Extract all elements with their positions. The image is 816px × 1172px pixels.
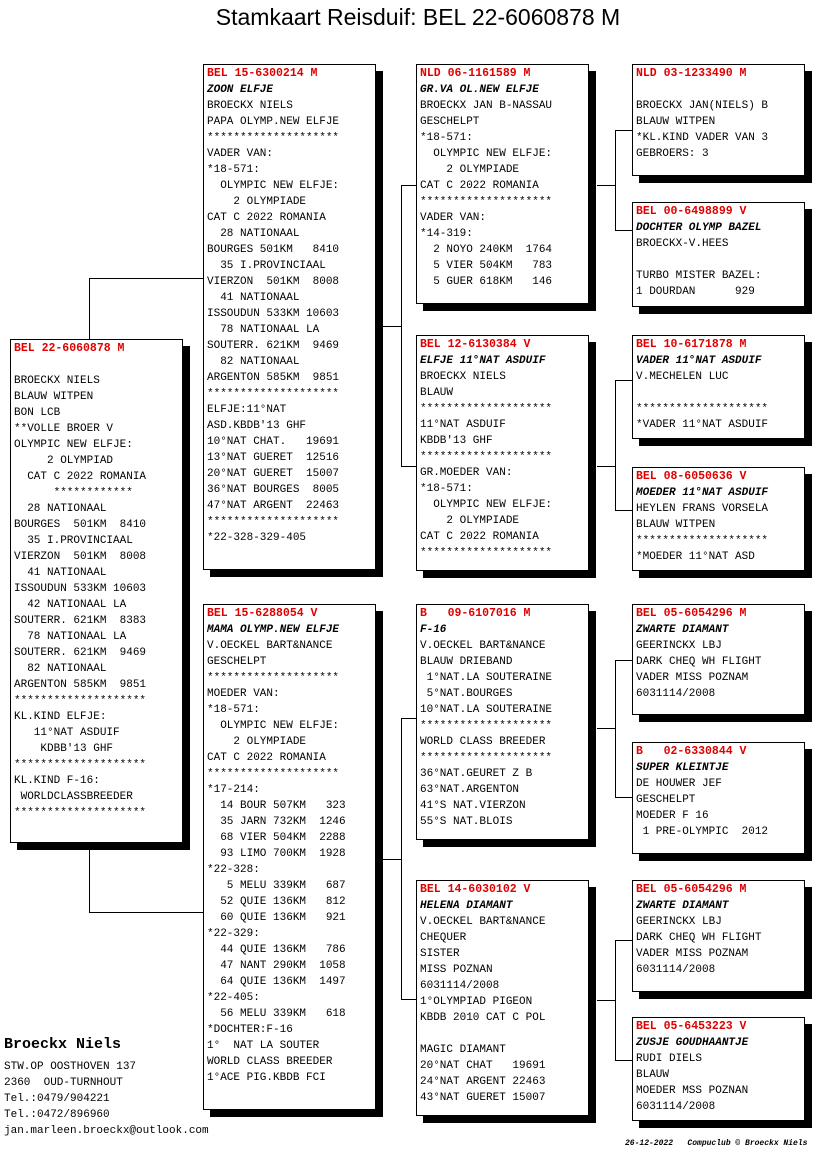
card-line: 78 NATIONAAL LA	[14, 631, 127, 643]
card-line: 78 NATIONAAL LA	[207, 324, 320, 336]
ring-number: BEL 00-6498899 V	[636, 205, 747, 218]
card-line: SISTER	[420, 948, 460, 960]
pigeon-card-sss	[632, 64, 805, 176]
card-line: GEERINCKX LBJ	[636, 916, 722, 928]
connector-line	[597, 728, 615, 729]
card-line: 63°NAT.ARGENTON	[420, 784, 520, 796]
card-line: BLAUW DRIEBAND	[420, 656, 513, 668]
card-line: KBDB'13 GHF	[420, 435, 493, 447]
ring-number: NLD 03-1233490 M	[636, 67, 747, 80]
card-line: SOUTERR. 621KM 8383	[14, 615, 147, 627]
card-line: 2 OLYMPIADE	[207, 196, 307, 208]
card-line: WORLD CLASS BREEDER	[207, 1056, 333, 1068]
card-line: ********************	[207, 516, 340, 528]
pigeon-name: ZOON ELFJE	[207, 84, 274, 96]
owner-city: 2360 OUD-TURNHOUT	[4, 1077, 123, 1089]
card-line: ********************	[207, 388, 340, 400]
card-line: 1°NAT.LA SOUTERAINE	[420, 672, 553, 684]
card-line: 36°NAT BOURGES 8005	[207, 484, 340, 496]
pigeon-card-sire	[203, 64, 376, 570]
card-line: 42 NATIONAAL LA	[14, 599, 127, 611]
pigeon-name	[14, 357, 179, 373]
owner-email[interactable]: jan.marleen.broeckx@outlook.com	[4, 1125, 209, 1137]
card-line: 2 OLYMPIADE	[420, 515, 520, 527]
card-line: 93 LIMO 700KM 1928	[207, 848, 346, 860]
connector-line	[89, 850, 90, 912]
ring-number: BEL 12-6130384 V	[420, 338, 531, 351]
card-line: OLYMPIC NEW ELFJE:	[207, 720, 340, 732]
card-line: *MOEDER 11°NAT ASD	[636, 551, 755, 563]
ring-number: BEL 05-6453223 V	[636, 1020, 747, 1033]
pigeon-name: MAMA OLYMP.NEW ELFJE	[207, 624, 340, 636]
card-line: CAT C 2022 ROMANIA	[207, 752, 326, 764]
card-line: ********************	[636, 535, 769, 547]
card-line: VADER MISS POZNAM	[636, 948, 749, 960]
connector-line	[615, 130, 616, 230]
pigeon-card-dds	[632, 880, 805, 992]
card-line: ********************	[420, 196, 553, 208]
card-line: ********************	[420, 403, 553, 415]
card-line: KL.KIND F-16:	[14, 775, 100, 787]
pigeon-name: DOCHTER OLYMP BAZEL	[636, 222, 762, 234]
card-line: ********************	[207, 768, 340, 780]
card-line: 41°S NAT.VIERZON	[420, 800, 526, 812]
card-line: DE HOUWER JEF	[636, 778, 722, 790]
card-line: *22-329:	[207, 928, 260, 940]
card-line: V.OECKEL BART&NANCE	[420, 916, 546, 928]
card-line: BOURGES 501KM 8410	[207, 244, 340, 256]
connector-line	[401, 466, 416, 467]
connector-line	[89, 912, 204, 913]
connector-line	[597, 466, 615, 467]
card-line: DARK CHEQ WH FLIGHT	[636, 656, 762, 668]
pigeon-card-dam	[203, 604, 376, 1110]
card-line: 55°S NAT.BLOIS	[420, 816, 513, 828]
card-line: PAPA OLYMP.NEW ELFJE	[207, 116, 340, 128]
card-line: CHEQUER	[420, 932, 467, 944]
card-line: 43°NAT GUERET 15007	[420, 1092, 546, 1104]
card-line: *14-319:	[420, 228, 473, 240]
ring-number: NLD 06-1161589 M	[420, 67, 531, 80]
card-line: 56 MELU 339KM 618	[207, 1008, 346, 1020]
connector-line	[401, 185, 402, 467]
card-line: *17-214:	[207, 784, 260, 796]
card-line: KBDB 2010 CAT C POL	[420, 1012, 546, 1024]
card-line: ********************	[420, 752, 553, 764]
card-line: BOURGES 501KM 8410	[14, 519, 147, 531]
card-line: KL.KIND ELFJE:	[14, 711, 107, 723]
connector-line	[615, 797, 632, 798]
pigeon-name: SUPER KLEINTJE	[636, 762, 729, 774]
card-line: 2 OLYMPIAD	[14, 455, 114, 467]
pigeon-card-main	[10, 339, 183, 843]
connector-line	[89, 278, 204, 279]
card-line: ELFJE:11°NAT	[207, 404, 287, 416]
card-line: BROECKX-V.HEES	[636, 238, 729, 250]
card-line: BROECKX JAN(NIELS) B	[636, 100, 769, 112]
card-line: ISSOUDUN 533KM 10603	[207, 308, 340, 320]
card-line: TURBO MISTER BAZEL:	[636, 270, 762, 282]
card-line: MOEDER MSS POZNAN	[636, 1085, 749, 1097]
card-line: ********************	[207, 672, 340, 684]
connector-line	[383, 326, 401, 327]
card-line: GESCHELPT	[207, 656, 267, 668]
card-line: RUDI DIELS	[636, 1053, 703, 1065]
ring-number: BEL 15-6288054 V	[207, 607, 318, 620]
card-line: 64 QUIE 136KM 1497	[207, 976, 346, 988]
card-line: *22-328:	[207, 864, 260, 876]
owner-address: STW.OP OOSTHOVEN 137	[4, 1061, 137, 1073]
card-line: MAGIC DIAMANT	[420, 1044, 506, 1056]
ring-number: BEL 10-6171878 M	[636, 338, 747, 351]
card-line: 6031114/2008	[636, 1101, 716, 1113]
card-line: ********************	[207, 132, 340, 144]
card-line: 41 NATIONAAL	[14, 567, 107, 579]
card-line: ARGENTON 585KM 9851	[14, 679, 147, 691]
ring-number: BEL 05-6054296 M	[636, 607, 747, 620]
pigeon-card-dss	[632, 604, 805, 715]
card-line: MISS POZNAN	[420, 964, 493, 976]
card-line: SOUTERR. 621KM 9469	[207, 340, 340, 352]
pigeon-name: ELFJE 11°NAT ASDUIF	[420, 355, 546, 367]
connector-line	[615, 130, 632, 131]
card-line: BLAUW WITPEN	[14, 391, 94, 403]
card-line: 60 QUIE 136KM 921	[207, 912, 346, 924]
ring-number: B 02-6330844 V	[636, 745, 747, 758]
card-line: ASD.KBDB'13 GHF	[207, 420, 307, 432]
card-line: 44 QUIE 136KM 786	[207, 944, 346, 956]
connector-line	[615, 380, 632, 381]
connector-line	[401, 999, 416, 1000]
pigeon-card-sire-sire	[416, 64, 589, 304]
card-line: 1 DOURDAN 929	[636, 286, 755, 298]
card-line: 82 NATIONAAL	[14, 663, 107, 675]
card-line: OLYMPIC NEW ELFJE:	[207, 180, 340, 192]
connector-line	[597, 1000, 615, 1001]
connector-line	[615, 660, 632, 661]
card-line: 35 JARN 732KM 1246	[207, 816, 346, 828]
card-line: 5 GUER 618KM 146	[420, 276, 553, 288]
card-line: BON LCB	[14, 407, 61, 419]
connector-line	[615, 940, 632, 941]
card-line: 28 NATIONAAL	[14, 503, 107, 515]
card-line: *18-571:	[207, 164, 260, 176]
card-line: 82 NATIONAAL	[207, 356, 300, 368]
card-line: VADER VAN:	[420, 212, 487, 224]
card-line: VADER VAN:	[207, 148, 274, 160]
card-line: *22-405:	[207, 992, 260, 1004]
card-line: GESCHELPT	[636, 794, 696, 806]
pigeon-name: MOEDER 11°NAT ASDUIF	[636, 487, 769, 499]
card-line: *DOCHTER:F-16	[207, 1024, 293, 1036]
footer-credit: 26-12-2022 Compuclub © Broeckx Niels	[625, 1139, 808, 1148]
pigeon-card-sdd	[632, 467, 805, 571]
ring-number: BEL 05-6054296 M	[636, 883, 747, 896]
card-line: 52 QUIE 136KM 812	[207, 896, 346, 908]
card-line: CAT C 2022 ROMANIA	[420, 531, 539, 543]
owner-phone-1: Tel.:0479/904221	[4, 1093, 110, 1105]
card-line: *KL.KIND VADER VAN 3	[636, 132, 769, 144]
card-line: ********************	[420, 547, 553, 559]
card-line: MOEDER VAN:	[207, 688, 280, 700]
card-line: VIERZON 501KM 8008	[207, 276, 340, 288]
connector-line	[615, 1060, 632, 1061]
card-line: CAT C 2022 ROMANIA	[207, 212, 326, 224]
card-line: HEYLEN FRANS VORSELA	[636, 503, 769, 515]
pigeon-name: F-16	[420, 624, 447, 636]
card-line: 1°OLYMPIAD PIGEON	[420, 996, 533, 1008]
connector-line	[615, 940, 616, 1060]
card-line: 36°NAT.GEURET Z B	[420, 768, 533, 780]
ring-number: BEL 22-6060878 M	[14, 342, 125, 355]
card-line: DARK CHEQ WH FLIGHT	[636, 932, 762, 944]
pigeon-card-dsd	[632, 742, 805, 854]
pigeon-name: VADER 11°NAT ASDUIF	[636, 355, 762, 367]
card-line: ********************	[14, 759, 147, 771]
connector-line	[615, 230, 632, 231]
card-line: 10°NAT.LA SOUTERAINE	[420, 704, 553, 716]
card-line: BLAUW	[420, 387, 454, 399]
connector-line	[615, 510, 632, 511]
card-line: 1°ACE PIG.KBDB FCI	[207, 1072, 326, 1084]
pigeon-name: HELENA DIAMANT	[420, 900, 513, 912]
card-line: 6031114/2008	[636, 688, 716, 700]
card-line: OLYMPIC NEW ELFJE:	[420, 499, 553, 511]
ring-number: BEL 15-6300214 M	[207, 67, 318, 80]
ring-number: B 09-6107016 M	[420, 607, 531, 620]
pigeon-name: ZWARTE DIAMANT	[636, 900, 729, 912]
card-line: *22-328-329-405	[207, 532, 307, 544]
connector-line	[597, 185, 615, 186]
card-line: BROECKX NIELS	[14, 375, 100, 387]
card-line: 14 BOUR 507KM 323	[207, 800, 346, 812]
card-line: BROECKX NIELS	[420, 371, 506, 383]
card-line: *18-571:	[420, 132, 473, 144]
pigeon-card-sire-dam	[416, 335, 589, 571]
card-line: BLAUW WITPEN	[636, 519, 716, 531]
card-line: *18-571:	[207, 704, 260, 716]
connector-line	[401, 718, 402, 1000]
card-line: 11°NAT ASDUIF	[14, 727, 120, 739]
card-line: ********************	[14, 695, 147, 707]
card-line	[420, 1026, 585, 1042]
card-line	[636, 385, 801, 401]
card-line: 1 PRE-OLYMPIC 2012	[636, 826, 769, 838]
card-line: CAT C 2022 ROMANIA	[420, 180, 539, 192]
card-line: 11°NAT ASDUIF	[420, 419, 506, 431]
pigeon-card-ddd	[632, 1017, 805, 1121]
connector-line	[615, 660, 616, 797]
card-line: ********************	[420, 451, 553, 463]
card-line: 10°NAT CHAT. 19691	[207, 436, 340, 448]
card-line: 2 NOYO 240KM 1764	[420, 244, 553, 256]
card-line: 5°NAT.BOURGES	[420, 688, 513, 700]
card-line: ************	[14, 487, 133, 499]
card-line: 6031114/2008	[636, 964, 716, 976]
card-line: V.OECKEL BART&NANCE	[207, 640, 333, 652]
connector-line	[401, 185, 416, 186]
card-line: *VADER 11°NAT ASDUIF	[636, 419, 769, 431]
card-line: 20°NAT CHAT 19691	[420, 1060, 546, 1072]
card-line: 20°NAT GUERET 15007	[207, 468, 340, 480]
card-line: GESCHELPT	[420, 116, 480, 128]
pigeon-card-ssd	[632, 202, 805, 307]
connector-line	[401, 718, 416, 719]
card-line: 5 MELU 339KM 687	[207, 880, 346, 892]
card-line: 35 I.PROVINCIAAL	[207, 260, 326, 272]
card-line: BLAUW WITPEN	[636, 116, 716, 128]
card-line: 68 VIER 504KM 2288	[207, 832, 346, 844]
card-line: 6031114/2008	[420, 980, 500, 992]
card-line: SOUTERR. 621KM 9469	[14, 647, 147, 659]
card-line	[636, 252, 801, 268]
card-line: 1° NAT LA SOUTER	[207, 1040, 320, 1052]
card-line: ********************	[636, 403, 769, 415]
card-line: ********************	[14, 807, 147, 819]
card-line: KDBB'13 GHF	[14, 743, 114, 755]
pigeon-name: ZUSJE GOUDHAANTJE	[636, 1037, 749, 1049]
card-line: 5 VIER 504KM 783	[420, 260, 553, 272]
card-line: VADER MISS POZNAM	[636, 672, 749, 684]
connector-line	[383, 859, 401, 860]
card-line: 35 I.PROVINCIAAL	[14, 535, 133, 547]
card-line: 47 NANT 290KM 1058	[207, 960, 346, 972]
card-line: ISSOUDUN 533KM 10603	[14, 583, 147, 595]
card-line: WORLD CLASS BREEDER	[420, 736, 546, 748]
connector-line	[615, 380, 616, 510]
card-line: WORLDCLASSBREEDER	[14, 791, 133, 803]
card-line: ARGENTON 585KM 9851	[207, 372, 340, 384]
pigeon-name: ZWARTE DIAMANT	[636, 624, 729, 636]
ring-number: BEL 08-6050636 V	[636, 470, 747, 483]
pigeon-name	[636, 82, 801, 98]
card-line: 2 OLYMPIADE	[420, 164, 520, 176]
card-line: OLYMPIC NEW ELFJE:	[14, 439, 133, 451]
card-line: **VOLLE BROER V	[14, 423, 114, 435]
card-line: GEBROERS: 3	[636, 148, 709, 160]
card-line: MOEDER F 16	[636, 810, 709, 822]
card-line: 24°NAT ARGENT 22463	[420, 1076, 546, 1088]
card-line: VIERZON 501KM 8008	[14, 551, 147, 563]
owner-name: Broeckx Niels	[4, 1036, 122, 1053]
pigeon-card-sds	[632, 335, 805, 439]
card-line: V.MECHELEN LUC	[636, 371, 729, 383]
card-line: 41 NATIONAAL	[207, 292, 300, 304]
card-line: CAT C 2022 ROMANIA	[14, 471, 147, 483]
card-line: OLYMPIC NEW ELFJE:	[420, 148, 553, 160]
pigeon-card-dam-dam	[416, 880, 589, 1116]
pigeon-name: GR.VA OL.NEW ELFJE	[420, 84, 539, 96]
card-line: ********************	[420, 720, 553, 732]
pigeon-card-dam-sire	[416, 604, 589, 840]
card-line: *18-571:	[420, 483, 473, 495]
card-line: 47°NAT ARGENT 22463	[207, 500, 340, 512]
connector-line	[89, 278, 90, 340]
card-line: V.OECKEL BART&NANCE	[420, 640, 546, 652]
page-title: Stamkaart Reisduif: BEL 22-6060878 M	[215, 4, 621, 30]
card-line: BROECKX JAN B-NASSAU	[420, 100, 553, 112]
card-line: GR.MOEDER VAN:	[420, 467, 513, 479]
card-line: 28 NATIONAAL	[207, 228, 300, 240]
card-line: GEERINCKX LBJ	[636, 640, 722, 652]
card-line: 2 OLYMPIADE	[207, 736, 307, 748]
owner-phone-2: Tel.:0472/896960	[4, 1109, 110, 1121]
ring-number: BEL 14-6030102 V	[420, 883, 531, 896]
card-line: BROECKX NIELS	[207, 100, 293, 112]
card-line: 13°NAT GUERET 12516	[207, 452, 340, 464]
card-line: BLAUW	[636, 1069, 670, 1081]
